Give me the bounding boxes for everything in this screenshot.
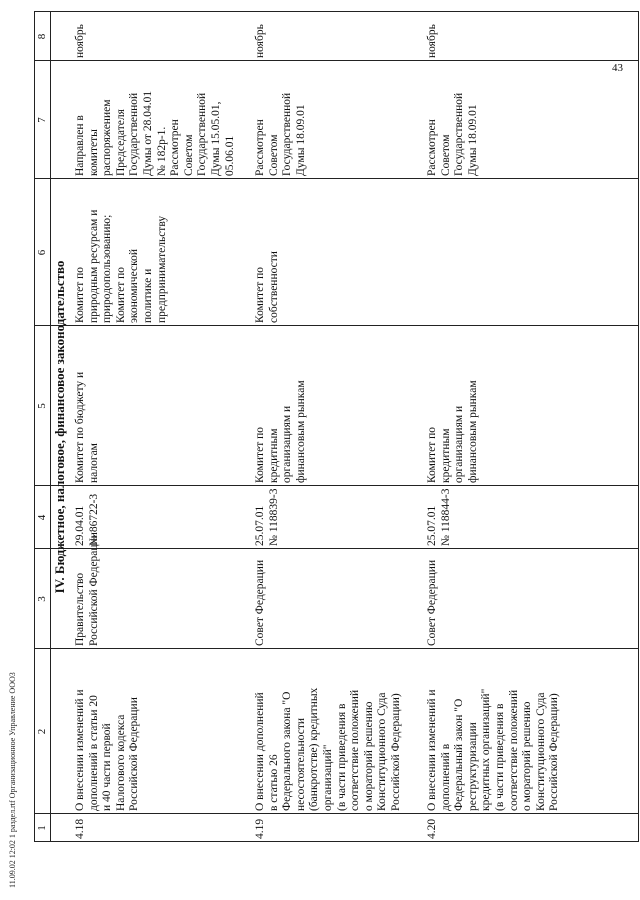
section-title: IV. Бюджетное, налоговое, финансовое законодательство <box>52 260 67 594</box>
column-number-7: 7 <box>36 117 48 123</box>
footer-text: 11.09.02 12:02 1 раздел.rtf Организационное Управление ООО3 <box>8 672 17 888</box>
cell-line: Комитет по <box>254 267 266 323</box>
row-4-20-title <box>426 689 562 811</box>
cell-line: 4.19 <box>254 818 266 839</box>
row-4-19-initiator <box>254 560 268 646</box>
column-divider <box>34 178 639 179</box>
cell-line: Российской Федерации <box>128 697 141 811</box>
cell-line: Конституционного Суда <box>534 692 547 811</box>
row-4-19-title <box>254 688 404 811</box>
row-4-18-committee <box>74 372 101 483</box>
page-number: 43 <box>612 62 623 74</box>
cell-line: Правительство <box>74 572 86 646</box>
row-4-19-num <box>254 819 268 839</box>
row-4-18-reg <box>74 494 101 546</box>
cell-line: природопользованию; <box>101 214 114 323</box>
cell-line: (банкротстве) кредитных <box>308 687 321 811</box>
row-4-18-status <box>74 91 237 176</box>
column-divider <box>34 485 639 486</box>
cell-line: в статью 26 <box>267 754 280 811</box>
cell-line: Федерального закона "О <box>281 691 294 811</box>
column-number-4: 4 <box>36 514 48 521</box>
cell-line: Думы 18.09.01 <box>294 104 307 176</box>
cell-line: О внесении дополнений <box>254 692 266 811</box>
column-divider <box>34 548 639 549</box>
cell-line: политике и <box>141 268 154 323</box>
cell-line: Государственной <box>128 92 141 176</box>
cell-line: Конституционного Суда <box>376 692 389 811</box>
cell-line: соответствие положений <box>507 689 520 811</box>
column-number-5: 5 <box>36 403 48 409</box>
cell-line: Государственной <box>196 92 209 176</box>
cell-line: организациям и <box>281 405 294 483</box>
cell-line: Совет Федерации <box>254 559 266 646</box>
row-4-18-num <box>74 819 88 839</box>
cell-line: Рассмотрен <box>169 119 182 176</box>
cell-line: Российской Федерации <box>87 532 100 646</box>
column-divider <box>34 648 639 649</box>
cell-line: организациям и <box>453 405 466 483</box>
row-4-18-initiator <box>74 532 101 646</box>
cell-line: Государственной <box>281 92 294 176</box>
cell-line: несостоятельности <box>294 717 307 811</box>
cell-line: Комитет по бюджету и <box>74 371 86 483</box>
row-4-20-reg <box>426 489 453 547</box>
column-divider <box>34 841 639 842</box>
cell-line: природным ресурсам и <box>87 209 100 323</box>
cell-line: О внесении изменений и <box>74 689 86 811</box>
cell-line: дополнений в <box>439 743 452 811</box>
cell-line: налогам <box>87 443 100 483</box>
row-divider <box>50 12 51 842</box>
row-4-19-co <box>254 251 281 323</box>
column-number-6: 6 <box>36 249 48 256</box>
row-divider <box>638 12 639 842</box>
row-4-20-initiator <box>426 560 440 646</box>
row-4-20-committee <box>426 380 480 483</box>
cell-line: экономической <box>128 249 141 323</box>
column-divider <box>34 325 639 326</box>
rotated-table-page <box>34 12 639 842</box>
cell-line: Комитет по <box>254 427 266 483</box>
cell-line: № 86722-3 <box>87 493 100 546</box>
cell-line: Рассмотрен <box>426 119 438 176</box>
cell-line: Российской Федерации) <box>389 693 402 811</box>
cell-line: кредитным <box>267 428 280 483</box>
cell-line: ноябрь <box>74 24 86 58</box>
cell-line: № 118839-3 <box>267 488 280 546</box>
cell-line: Советом <box>439 134 452 176</box>
cell-line: Налогового кодекса <box>114 714 127 811</box>
row-4-19-status <box>254 93 308 176</box>
cell-line: и 40 части первой <box>101 723 114 811</box>
cell-line: Советом <box>267 134 280 176</box>
column-number-8: 8 <box>36 33 48 40</box>
cell-line: кредитных организаций" <box>480 688 493 811</box>
cell-line: распоряжением <box>101 99 114 176</box>
cell-line: реструктуризации <box>466 722 479 811</box>
row-4-19-committee <box>254 380 308 483</box>
cell-line: 4.20 <box>426 818 438 839</box>
cell-line: (в части приведения в <box>335 703 348 811</box>
row-4-18-month <box>74 24 88 58</box>
row-4-19-reg <box>254 489 281 547</box>
cell-line: Думы от 28.04.01 <box>141 90 154 176</box>
cell-line: 25.07.01 <box>426 505 438 546</box>
cell-line: Совет Федерации <box>426 559 438 646</box>
cell-line: Направлен в <box>74 115 86 176</box>
cell-line: о мораторий решению <box>521 701 534 811</box>
cell-line: № 118844-3 <box>439 488 452 546</box>
row-4-20-num <box>426 819 440 839</box>
cell-line: ноябрь <box>426 24 438 58</box>
column-divider <box>34 813 639 814</box>
cell-line: Думы 15.05.01, <box>209 101 222 176</box>
row-4-18-title <box>74 689 142 811</box>
cell-line: комитеты <box>87 129 100 176</box>
row-4-20-status <box>426 93 480 176</box>
cell-line: Председателя <box>114 109 127 176</box>
cell-line: финансовым рынкам <box>294 380 307 483</box>
cell-line: Комитет по <box>426 427 438 483</box>
column-divider <box>34 11 639 12</box>
cell-line: № 182р-1. <box>155 126 168 176</box>
column-number-3: 3 <box>36 596 48 602</box>
row-4-20-month <box>426 24 440 58</box>
cell-line: (в части приведения в <box>493 703 506 811</box>
cell-line: финансовым рынкам <box>466 380 479 483</box>
cell-line: Рассмотрен <box>254 119 266 176</box>
row-4-19-month <box>254 24 268 58</box>
cell-line: Государственной <box>453 92 466 176</box>
column-number-2: 2 <box>36 728 48 735</box>
cell-line: 29.04.01 <box>74 505 86 546</box>
cell-line: Федеральный закон "О <box>453 698 466 811</box>
cell-line: организаций" <box>321 744 334 811</box>
column-number-1: 1 <box>36 825 48 831</box>
cell-line: о мораторий решению <box>362 701 375 811</box>
cell-line: Думы 18.09.01 <box>466 104 479 176</box>
cell-line: Российской Федерации) <box>548 693 561 811</box>
cell-line: 25.07.01 <box>254 505 266 546</box>
cell-line: кредитным <box>439 428 452 483</box>
cell-line: О внесении изменений и <box>426 689 438 811</box>
cell-line: 4.18 <box>74 818 86 839</box>
cell-line: собственности <box>267 251 280 323</box>
cell-line: Комитет по <box>114 267 127 323</box>
cell-line: 05.06.01 <box>223 135 236 176</box>
column-divider <box>34 60 639 61</box>
cell-line: Комитет по <box>74 267 86 323</box>
cell-line: предпринимательству <box>155 215 168 323</box>
cell-line: соответствие положений <box>349 689 362 811</box>
cell-line: дополнений в статьи 20 <box>87 695 100 811</box>
cell-line: Советом <box>182 134 195 176</box>
row-4-18-co <box>74 210 169 323</box>
cell-line: ноябрь <box>254 24 266 58</box>
